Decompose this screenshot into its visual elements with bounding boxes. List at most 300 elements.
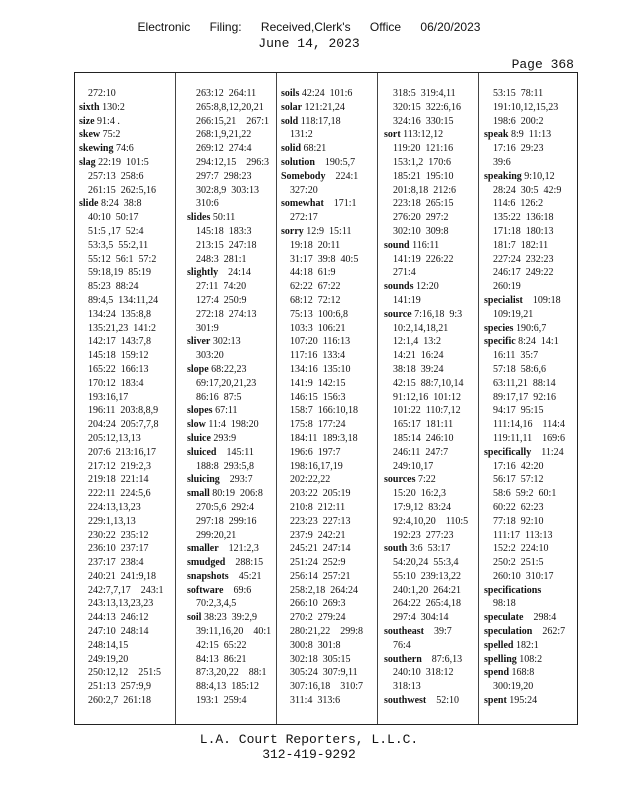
index-references: 175:8 177:24: [290, 419, 346, 431]
index-references: 109:18: [522, 294, 561, 306]
index-references: 300:8 301:8: [290, 639, 341, 651]
index-line: [484, 363, 578, 377]
index-line: [187, 653, 275, 667]
index-references: 67:11: [212, 405, 238, 417]
index-references: 68:12 72:12: [290, 294, 341, 306]
index-references: 7:16,18 9:3: [411, 308, 463, 320]
index-references: 237:17 238:4: [88, 557, 144, 569]
index-references: 270:2 279:24: [290, 612, 346, 624]
index-references: 190:5,7: [314, 156, 356, 168]
index-entry: [281, 101, 376, 115]
index-line: [281, 542, 376, 556]
index-column-3: [276, 73, 376, 724]
index-references: 248:3 281:1: [196, 253, 247, 265]
index-line: [484, 349, 578, 363]
index-line: [187, 239, 275, 253]
index-references: 50:11: [210, 212, 236, 224]
index-references: 51:5 ,17 52:4: [88, 225, 144, 237]
index-headword: solar: [281, 101, 303, 113]
index-headword: slides: [187, 212, 211, 224]
index-references: 11:4 198:20: [205, 419, 259, 431]
index-references: 294:12,15 296:3: [196, 156, 270, 168]
index-line: [484, 280, 578, 294]
index-line: [187, 515, 275, 529]
index-line: [484, 184, 578, 198]
index-line: [384, 211, 477, 225]
index-line: [384, 225, 477, 239]
index-references: 56:17 57:12: [493, 474, 544, 486]
index-line: [187, 529, 275, 543]
index-references: 45:21: [228, 570, 262, 582]
index-line: [79, 694, 173, 708]
index-line: [384, 460, 477, 474]
index-entry: [281, 142, 376, 156]
index-references: 89:4,5 134:11,24: [88, 294, 159, 306]
index-references: 89:17,17 92:16: [493, 391, 557, 403]
index-headword: sources: [384, 474, 416, 486]
index-references: 11:24: [531, 446, 564, 458]
index-references: 119:11,11 169:6: [493, 432, 565, 444]
index-line: [187, 280, 275, 294]
index-line: [79, 239, 173, 253]
index-references: 236:10 237:17: [88, 543, 149, 555]
index-references: 318:13: [393, 681, 421, 693]
index-references: 141:19 226:22: [393, 253, 454, 265]
index-line: [187, 377, 275, 391]
index-line: [79, 253, 173, 267]
index-line: [187, 625, 275, 639]
index-headword: sound: [384, 239, 410, 251]
index-line: [79, 87, 173, 101]
index-column-1: [79, 73, 173, 724]
index-headword: specialist: [484, 294, 523, 306]
index-entry: [384, 239, 477, 253]
index-line: [384, 404, 477, 418]
index-references: 191:10,12,15,23: [493, 101, 559, 113]
index-references: 55:12 56:1 57:2: [88, 253, 157, 265]
index-line: [187, 253, 275, 267]
index-entry: [484, 653, 578, 667]
index-references: 12:20: [413, 281, 439, 293]
index-line: [384, 363, 477, 377]
index-line: [384, 184, 477, 198]
index-references: 75:2: [100, 129, 121, 141]
index-entry: [187, 584, 275, 598]
index-references: 203:22 205:19: [290, 488, 351, 500]
index-references: 38:23 39:2,9: [201, 612, 258, 624]
index-line: [187, 639, 275, 653]
index-references: 263:12 264:11: [196, 88, 257, 99]
index-headword: slide: [79, 198, 99, 210]
index-references: 249:19,20: [88, 653, 129, 665]
page-number: Page 368: [511, 57, 574, 72]
index-line: [187, 225, 275, 239]
index-references: 265:8,8,12,20,21: [196, 101, 264, 113]
index-references: 246:11 247:7: [393, 446, 449, 458]
index-headword: slightly: [187, 267, 219, 279]
index-references: 62:22 67:22: [290, 281, 341, 293]
index-references: 146:15 156:3: [290, 391, 346, 403]
index-line: [187, 184, 275, 198]
index-line: [384, 639, 477, 653]
index-entry: [187, 266, 275, 280]
index-references: 213:15 247:18: [196, 239, 257, 251]
index-line: [484, 501, 578, 515]
index-references: 28:24 30:5 42:9: [493, 184, 562, 196]
index-references: 70:2,3,4,5: [196, 598, 237, 610]
index-line: [384, 432, 477, 446]
index-line: [281, 280, 376, 294]
index-references: 19:18 20:11: [290, 239, 341, 251]
index-line: [79, 473, 173, 487]
index-line: [281, 460, 376, 474]
index-headword: sluicing: [187, 474, 220, 486]
index-line: [187, 597, 275, 611]
index-references: 8:24 14:1: [515, 336, 559, 348]
index-line: [484, 432, 578, 446]
index-headword: spelled: [484, 639, 514, 651]
index-references: 27:11 74:20: [196, 281, 247, 293]
index-references: 53:15 78:11: [493, 88, 544, 99]
index-entry: [484, 584, 578, 598]
index-references: 257:13 258:6: [88, 170, 144, 182]
index-line: [384, 556, 477, 570]
index-entry: [384, 308, 477, 322]
index-line: [484, 487, 578, 501]
index-line: [187, 156, 275, 170]
index-line: [79, 653, 173, 667]
index-line: [281, 363, 376, 377]
index-references: 193:16,17: [88, 391, 129, 403]
index-line: [384, 680, 477, 694]
index-entry: [384, 128, 477, 142]
index-references: 117:16 133:4: [290, 350, 346, 362]
index-references: 88:4,13 185:12: [196, 681, 260, 693]
index-references: 40:10 50:17: [88, 212, 139, 224]
index-references: 92:4,10,20 110:5: [393, 515, 469, 527]
index-references: 264:22 265:4,18: [393, 598, 462, 610]
index-references: 271:4: [393, 267, 416, 279]
index-line: [281, 570, 376, 584]
index-references: 127:4 250:9: [196, 294, 247, 306]
index-line: [384, 487, 477, 501]
index-line: [484, 542, 578, 556]
index-line: [281, 391, 376, 405]
index-references: 276:20 297:2: [393, 212, 449, 224]
index-entry: [187, 432, 275, 446]
index-references: 222:11 224:5,6: [88, 488, 151, 500]
index-line: [79, 363, 173, 377]
index-references: 251:24 252:9: [290, 557, 346, 569]
index-entry: [484, 611, 578, 625]
index-references: 116:11: [409, 239, 440, 251]
index-line: [281, 487, 376, 501]
index-references: 219:18 221:14: [88, 474, 149, 486]
index-entry: [384, 653, 477, 667]
index-line: [484, 142, 578, 156]
index-references: 190:6,7: [513, 322, 547, 334]
index-line: [484, 156, 578, 170]
index-references: 39:7: [424, 626, 452, 638]
index-references: 145:11: [216, 446, 254, 458]
index-entry: [384, 542, 477, 556]
index-line: [187, 349, 275, 363]
index-column-5: [478, 73, 578, 724]
index-line: [79, 294, 173, 308]
index-line: [281, 294, 376, 308]
index-references: 318:5 319:4,11: [393, 88, 456, 99]
index-references: 272:18 274:13: [196, 308, 257, 320]
index-entry: [281, 115, 376, 129]
index-line: [187, 115, 275, 129]
footer-firm: L.A. Court Reporters, L.L.C.: [199, 732, 419, 747]
index-references: 247:10 248:14: [88, 626, 149, 638]
index-line: [281, 349, 376, 363]
index-line: [484, 473, 578, 487]
index-line: [79, 487, 173, 501]
index-references: 302:13: [210, 336, 241, 348]
index-headword: smudged: [187, 557, 226, 569]
index-line: [79, 584, 173, 598]
index-entry: [484, 322, 578, 336]
index-references: 202:22,22: [290, 474, 331, 486]
index-references: 69:17,20,21,23: [196, 377, 257, 389]
index-line: [79, 625, 173, 639]
index-references: 68:21: [301, 143, 327, 155]
index-line: [281, 556, 376, 570]
index-headword: sixth: [79, 101, 100, 113]
index-references: 193:1 259:4: [196, 695, 247, 707]
index-references: 118:17,18: [298, 115, 341, 127]
index-references: 249:10,17: [393, 460, 434, 472]
index-headword: slope: [187, 363, 209, 375]
index-entry: [187, 335, 275, 349]
index-headword: slow: [187, 419, 206, 431]
index-line: [281, 253, 376, 267]
index-references: 80:19 206:8: [209, 488, 263, 500]
index-line: [281, 128, 376, 142]
index-entry: [484, 625, 578, 639]
index-references: 168:8: [509, 667, 535, 679]
index-line: [484, 87, 578, 101]
index-line: [384, 294, 477, 308]
index-line: [187, 128, 275, 142]
index-headword: specific: [484, 336, 516, 348]
index-references: 44:18 61:9: [290, 267, 336, 279]
index-references: 16:11 35:7: [493, 350, 539, 362]
index-references: 223:23 227:13: [290, 515, 351, 527]
index-references: 181:7 182:11: [493, 239, 549, 251]
index-references: 299:20,21: [196, 529, 237, 541]
index-line: [384, 391, 477, 405]
index-line: [384, 197, 477, 211]
index-headword: soil: [187, 612, 202, 624]
index-references: 302:18 305:15: [290, 653, 351, 665]
index-references: 248:14,15: [88, 639, 129, 651]
index-entry: [281, 197, 376, 211]
index-references: 262:7: [532, 626, 566, 638]
index-headword: speculate: [484, 612, 524, 624]
index-line: [79, 542, 173, 556]
index-references: 76:4: [393, 639, 411, 651]
index-line: [384, 529, 477, 543]
index-line: [79, 611, 173, 625]
index-references: 297:7 298:23: [196, 170, 252, 182]
index-references: 237:9 242:21: [290, 529, 346, 541]
index-references: 134:24 135:8,8: [88, 308, 152, 320]
index-line: [79, 446, 173, 460]
index-line: [384, 446, 477, 460]
index-references: 224:1: [325, 170, 359, 182]
index-references: 293:9: [210, 432, 237, 444]
index-references: 87:3,20,22 88:1: [196, 667, 267, 679]
index-line: [281, 184, 376, 198]
index-line: [187, 322, 275, 336]
index-line: [187, 87, 275, 101]
index-line: [484, 239, 578, 253]
index-references: 111:17 113:13: [493, 529, 553, 541]
index-entry: [384, 625, 477, 639]
index-entry: [281, 156, 376, 170]
index-references: 77:18 92:10: [493, 515, 544, 527]
index-line: [79, 322, 173, 336]
index-headword: sounds: [384, 281, 414, 293]
index-headword: sluice: [187, 432, 211, 444]
index-references: 165:22 166:13: [88, 363, 149, 375]
index-references: 17:16 29:23: [493, 143, 544, 155]
index-line: [79, 529, 173, 543]
index-line: [79, 184, 173, 198]
index-references: 223:18 265:15: [393, 198, 454, 210]
index-line: [384, 101, 477, 115]
index-references: 204:24 205:7,7,8: [88, 419, 159, 431]
index-references: 107:20 116:13: [290, 336, 351, 348]
index-references: 244:13 246:12: [88, 612, 149, 624]
index-line: [281, 322, 376, 336]
index-references: 227:24 232:23: [493, 253, 554, 265]
index-headword: sluiced: [187, 446, 217, 458]
index-references: 269:12 274:4: [196, 143, 252, 155]
index-references: 31:17 39:8 40:5: [290, 253, 359, 265]
index-line: [281, 597, 376, 611]
index-references: 260:10 310:17: [493, 570, 554, 582]
index-references: 310:6: [196, 198, 219, 210]
index-references: 55:10 239:13,22: [393, 570, 462, 582]
index-references: 302:8,9 303:13: [196, 184, 260, 196]
index-line: [79, 335, 173, 349]
index-column-2: [175, 73, 275, 724]
index-entry: [187, 211, 275, 225]
index-headword: software: [187, 584, 224, 596]
index-entry: [484, 128, 578, 142]
index-line: [384, 584, 477, 598]
index-references: 324:16 330:15: [393, 115, 454, 127]
index-headword: solid: [281, 143, 302, 155]
index-references: 108:2: [516, 653, 543, 665]
index-references: 230:22 235:12: [88, 529, 149, 541]
index-line: [187, 170, 275, 184]
index-references: 69:6: [223, 584, 252, 596]
index-headword: somewhat: [281, 198, 324, 210]
index-line: [281, 473, 376, 487]
index-references: 42:15 65:22: [196, 639, 247, 651]
index-references: 171:1: [323, 198, 357, 210]
index-entry: [484, 335, 578, 349]
index-references: 113:12,12: [400, 129, 444, 141]
index-references: 303:20: [196, 350, 224, 362]
index-references: 242:7,7,17 243:1: [88, 584, 164, 596]
index-entry: [281, 87, 376, 101]
index-line: [281, 308, 376, 322]
index-headword: specifications: [484, 584, 542, 596]
index-entry: [384, 694, 477, 708]
index-headword: spelling: [484, 653, 517, 665]
index-line: [187, 101, 275, 115]
index-references: 59:18,19 85:19: [88, 267, 152, 279]
index-references: 245:21 247:14: [290, 543, 351, 555]
index-entry: [281, 225, 376, 239]
index-references: 15:20 16:2,3: [393, 488, 447, 500]
index-references: 12:9 15:11: [303, 225, 352, 237]
index-line: [79, 211, 173, 225]
index-references: 268:1,9,21,22: [196, 129, 252, 141]
index-references: 75:13 100:6,8: [290, 308, 349, 320]
index-references: 246:17 249:22: [493, 267, 554, 279]
index-references: 22:19 101:5: [95, 156, 149, 168]
index-line: [484, 253, 578, 267]
index-references: 195:24: [506, 695, 538, 707]
index-headword: soils: [281, 88, 300, 99]
index-references: 201:8,18 212:6: [393, 184, 457, 196]
index-line: [281, 501, 376, 515]
index-entry: [384, 280, 477, 294]
index-line: [484, 101, 578, 115]
index-line: [484, 597, 578, 611]
index-line: [484, 211, 578, 225]
index-references: 103:3 106:21: [290, 322, 346, 334]
index-references: 141:19: [393, 294, 421, 306]
index-references: 54:20,24 55:3,4: [393, 557, 459, 569]
index-headword: snapshots: [187, 570, 229, 582]
index-line: [484, 197, 578, 211]
index-references: 130:2: [99, 101, 125, 113]
index-line: [187, 680, 275, 694]
index-entry: [187, 611, 275, 625]
index-line: [384, 170, 477, 184]
index-headword: spent: [484, 695, 507, 707]
index-line: [484, 680, 578, 694]
index-headword: skew: [79, 129, 101, 141]
index-references: 305:24 307:9,11: [290, 667, 358, 679]
index-references: 131:2: [290, 129, 313, 141]
index-line: [281, 653, 376, 667]
index-entry: [187, 363, 275, 377]
index-references: 10:2,14,18,21: [393, 322, 449, 334]
index-references: 91:4 .: [94, 115, 120, 127]
filing-office: Office: [369, 20, 402, 34]
index-line: [187, 308, 275, 322]
index-headword: solution: [281, 156, 315, 168]
index-entry: [187, 473, 275, 487]
index-references: 260:19: [493, 281, 521, 293]
index-references: 39:11,16,20 40:1: [196, 626, 272, 638]
index-line: [281, 266, 376, 280]
index-references: 198:16,17,19: [290, 460, 343, 472]
index-references: 91:12,16 101:12: [393, 391, 462, 403]
index-line: [79, 349, 173, 363]
index-references: 205:12,13,13: [88, 432, 141, 444]
index-line: [79, 570, 173, 584]
